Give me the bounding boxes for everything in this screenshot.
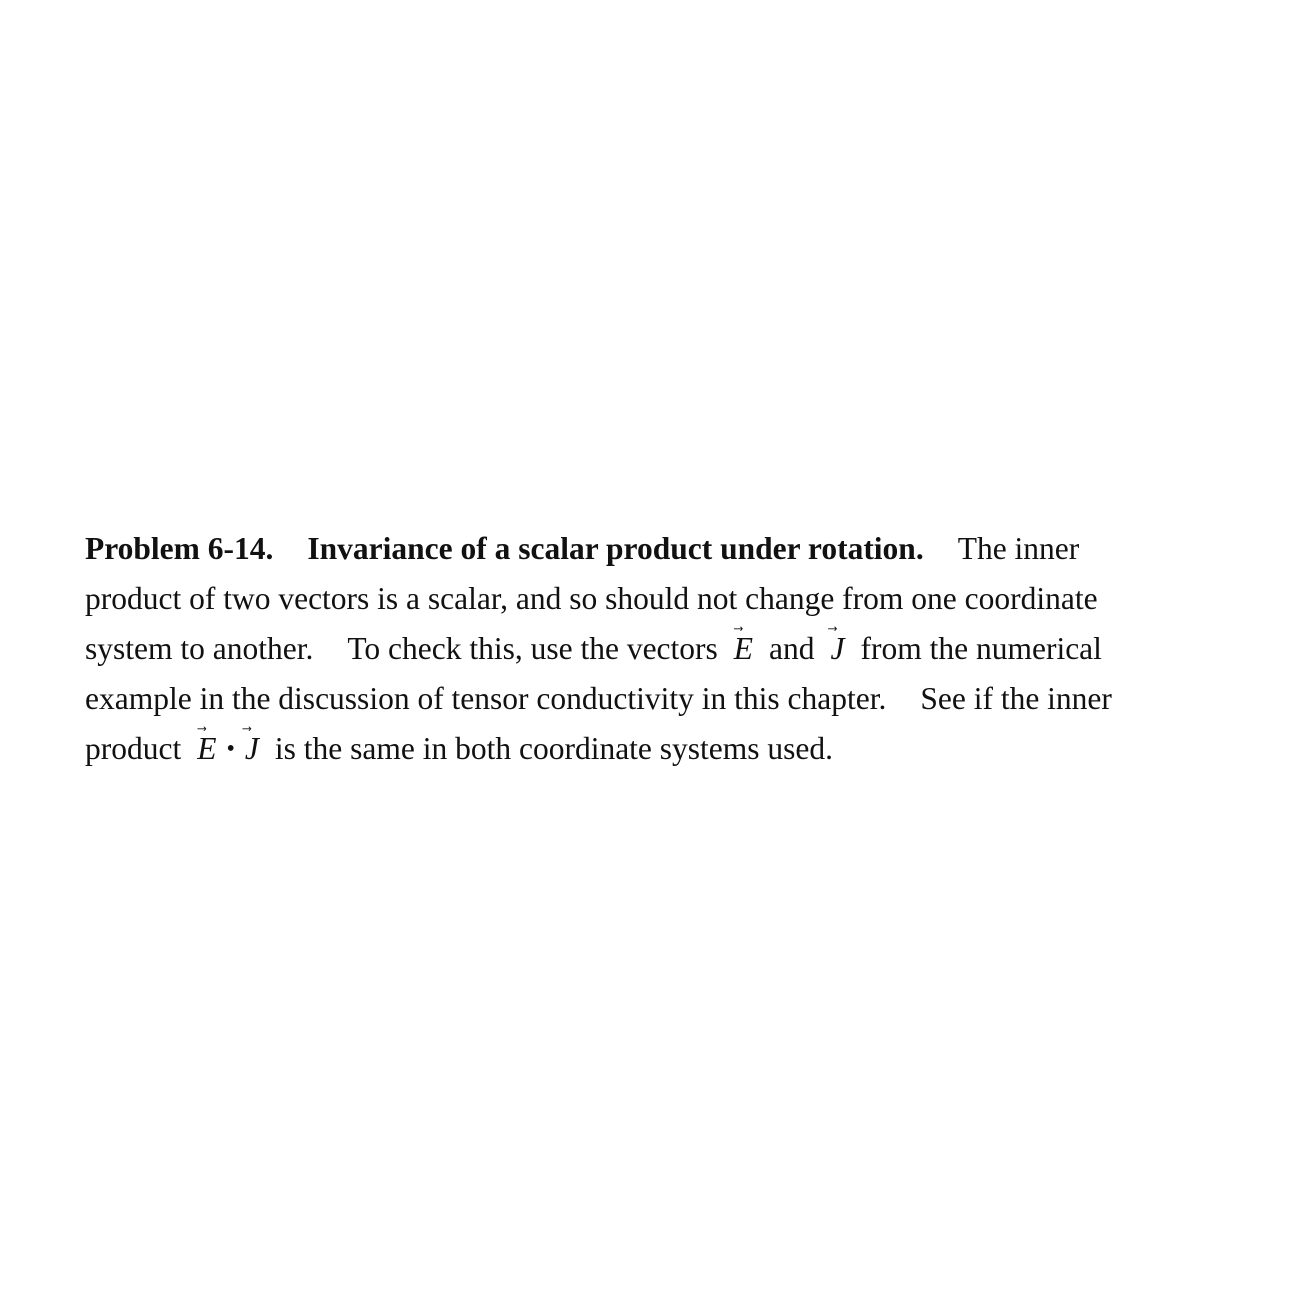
problem-text-line5b: is the same in both coordinate systems used. [274,731,834,766]
vector-e [734,624,753,674]
problem-text-line3b: To check this, use the vectors [347,631,718,666]
problem-text-and: and [769,631,815,666]
problem-statement [85,524,1205,774]
problem-text-line5a: product [85,731,182,766]
problem-line-1 [85,524,1205,574]
problem-line-3 [85,624,1205,674]
problem-text-line4b: See if the inner [920,681,1112,716]
vector-e-symbol: E [733,631,754,666]
problem-line-5 [85,724,1205,774]
problem-text-line1-end: The inner [957,531,1080,566]
vector-e-symbol: E [197,731,217,766]
problem-text-line3c: from the numerical [860,631,1102,666]
problem-title: Invariance of a scalar product under rotation. [307,531,924,566]
problem-text-line2: product of two vectors is a scalar, and so should not change from one coordinate [85,581,1098,616]
vector-j-symbol: J [244,731,259,766]
vector-e-inline [197,724,216,774]
problem-label: Problem 6-14. [85,531,274,566]
problem-line-4 [85,674,1205,724]
dot-operator: • [226,736,235,762]
vector-j-inline [245,724,259,774]
problem-line-2 [85,574,1205,624]
vector-j [831,624,845,674]
problem-text-line3a: system to another. [85,631,314,666]
vector-j-symbol: J [830,631,845,666]
problem-text-line4a: example in the discussion of tensor conductivity in this chapter. [85,681,887,716]
